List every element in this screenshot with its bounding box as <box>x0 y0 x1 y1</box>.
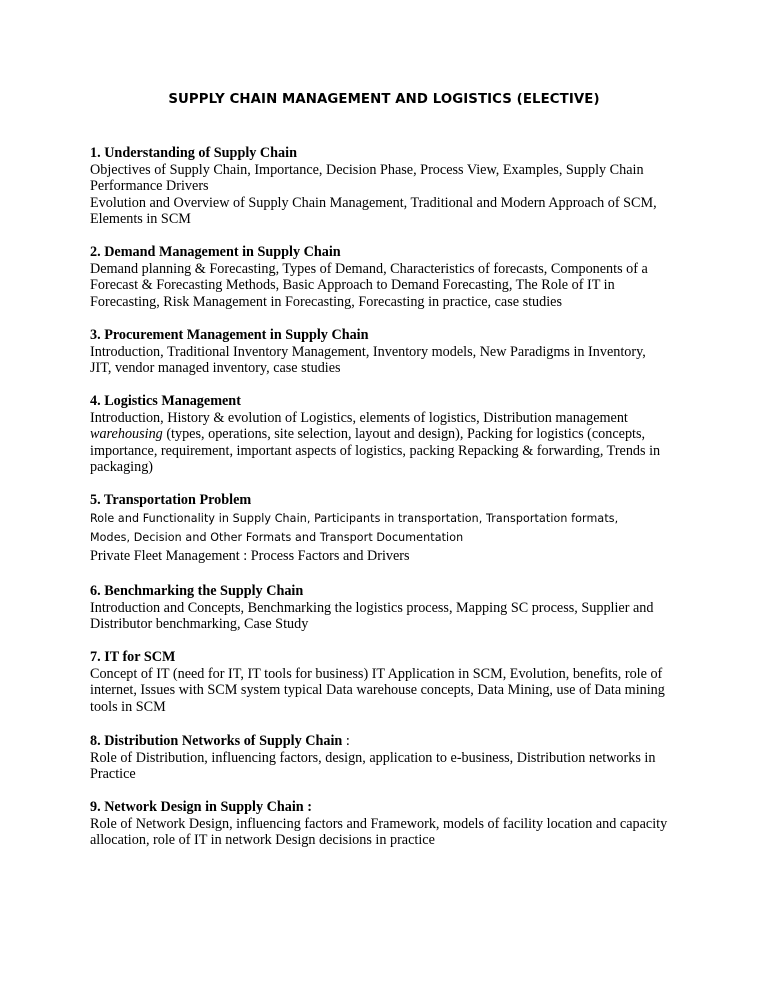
section-heading: 6. Benchmarking the Supply Chain <box>90 583 304 599</box>
section-9 <box>90 799 690 849</box>
section-text-line: Objectives of Supply Chain, Importance, Decision Phase, Process View, Examples, Supply Chain <box>90 161 644 178</box>
section-7 <box>90 649 690 715</box>
section-4 <box>90 393 690 476</box>
section-sans-line: Modes, Decision and Other Formats and Transport Documentation <box>90 531 464 545</box>
section-text-line: JIT, vendor managed inventory, case studies <box>90 360 341 377</box>
section-text-line <box>90 426 690 443</box>
section-8 <box>90 733 690 783</box>
section-text-line: Evolution and Overview of Supply Chain Management, Traditional and Modern Approach of SCM, <box>90 194 657 211</box>
section-text-line: Introduction and Concepts, Benchmarking the logistics process, Mapping SC process, Supplier and <box>90 599 654 616</box>
section-text-line: Introduction, Traditional Inventory Management, Inventory models, New Paradigms in Inventory, <box>90 343 646 360</box>
section-text-line: Introduction, History & evolution of Logistics, elements of logistics, Distribution management <box>90 409 628 426</box>
section-text-line: Distributor benchmarking, Case Study <box>90 616 309 633</box>
section-2 <box>90 244 690 310</box>
section-text-line: tools in SCM <box>90 698 166 715</box>
section-text-line: Demand planning & Forecasting, Types of Demand, Characteristics of forecasts, Components of a <box>90 260 648 277</box>
section-heading: 3. Procurement Management in Supply Chain <box>90 327 369 343</box>
section-text-line: internet, Issues with SCM system typical Data warehouse concepts, Data Mining, use of Data mining <box>90 682 665 699</box>
section-heading: 5. Transportation Problem <box>90 492 252 508</box>
section-text-line: Role of Network Design, influencing factors and Framework, models of facility location and capacity <box>90 815 668 832</box>
section-text-fragment: (types, operations, site selection, layout and design), Packing for logistics (concepts, <box>162 426 646 443</box>
section-text-line: Concept of IT (need for IT, IT tools for business) IT Application in SCM, Evolution, benefits, role of <box>90 665 663 682</box>
section-sans-line: Role and Functionality in Supply Chain, Participants in transportation, Transportation formats, <box>90 511 619 525</box>
section-text-line: Role of Distribution, influencing factors, design, application to e-business, Distribution networks in <box>90 749 656 766</box>
section-heading-suffix: : <box>342 733 350 749</box>
section-5 <box>90 492 690 564</box>
section-heading: 7. IT for SCM <box>90 649 176 665</box>
section-text-line: Practice <box>90 766 136 783</box>
section-text-line: importance, requirement, important aspects of logistics, packing Repacking & forwarding, Trends in <box>90 442 661 459</box>
section-heading: 4. Logistics Management <box>90 393 241 409</box>
section-heading: 1. Understanding of Supply Chain <box>90 145 297 161</box>
section-heading-line <box>90 733 690 750</box>
italic-term: warehousing <box>90 426 163 443</box>
section-1 <box>90 145 690 228</box>
section-heading: 2. Demand Management in Supply Chain <box>90 244 341 260</box>
section-heading: 8. Distribution Networks of Supply Chain <box>90 733 343 749</box>
section-text-line: packaging) <box>90 459 154 476</box>
section-text-line: Forecast & Forecasting Methods, Basic Approach to Demand Forecasting, The Role of IT in <box>90 277 615 294</box>
section-6 <box>90 583 690 633</box>
section-text-line: Forecasting, Risk Management in Forecasting, Forecasting in practice, case studies <box>90 293 563 310</box>
section-text-line: Performance Drivers <box>90 178 209 195</box>
section-text-line: Private Fleet Management : Process Factors and Drivers <box>90 547 410 564</box>
document-title: SUPPLY CHAIN MANAGEMENT AND LOGISTICS (ELECTIVE) <box>168 92 600 107</box>
section-heading: 9. Network Design in Supply Chain : <box>90 799 312 815</box>
section-text-line: allocation, role of IT in network Design decisions in practice <box>90 832 435 849</box>
section-3 <box>90 327 690 377</box>
section-text-line: Elements in SCM <box>90 211 191 228</box>
